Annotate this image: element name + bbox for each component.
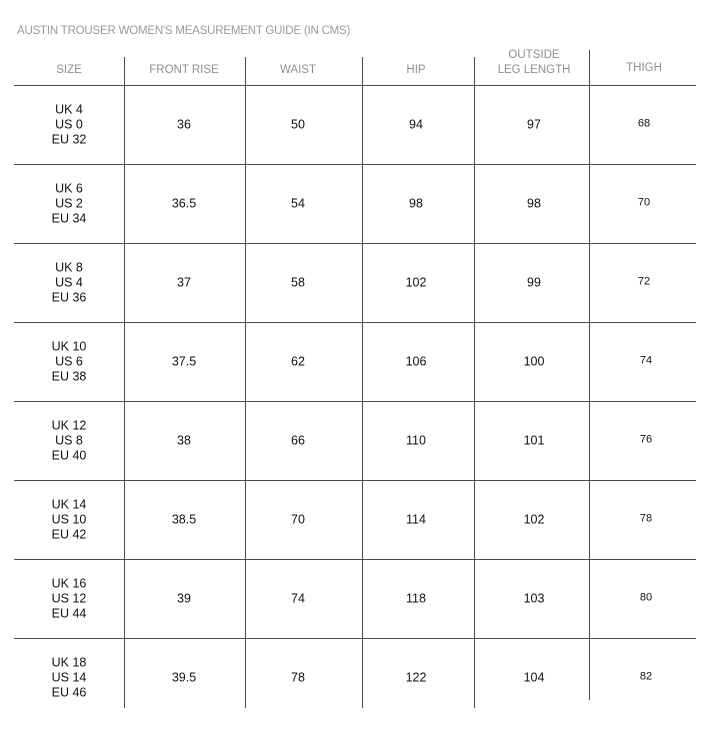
thigh-cell: 78 (639, 512, 653, 524)
front-rise-header: FRONT RISE (149, 64, 219, 76)
size-label: US 6 (55, 354, 83, 368)
outside-leg-length-cell: 97 (527, 117, 541, 131)
outside-leg-length-header (498, 48, 571, 78)
waist-cell: 70 (291, 512, 305, 526)
hip-cell: 122 (405, 670, 427, 684)
waist-cell: 58 (291, 275, 305, 289)
size-label: US 4 (55, 275, 83, 289)
front-rise-cell: 37.5 (171, 354, 197, 368)
size-cell (52, 260, 87, 305)
thigh-cell: 80 (639, 591, 653, 603)
outside-leg-length-cell: 104 (523, 670, 545, 684)
row-divider (14, 401, 696, 402)
size-label: US 2 (55, 196, 83, 210)
hip-cell: 94 (409, 117, 423, 131)
size-label: EU 38 (51, 369, 87, 383)
hip-cell: 106 (405, 354, 427, 368)
size-label: EU 36 (51, 290, 87, 304)
size-cell (52, 576, 87, 621)
outside-leg-length-cell: 100 (523, 354, 545, 368)
thigh-cell: 72 (637, 275, 651, 287)
waist-cell: 62 (291, 354, 305, 368)
hip-cell: 118 (406, 591, 426, 605)
header-line: OUTSIDE (508, 49, 560, 61)
waist-cell: 66 (291, 433, 305, 447)
size-cell (52, 418, 87, 463)
size-label: EU 44 (51, 606, 87, 620)
size-label: EU 32 (51, 132, 87, 146)
outside-leg-length-cell: 98 (527, 196, 541, 210)
row-divider (14, 480, 696, 481)
size-label: US 0 (55, 117, 83, 131)
size-label: UK 6 (55, 181, 83, 195)
row-divider (14, 243, 696, 244)
size-header: SIZE (56, 64, 82, 76)
thigh-cell: 68 (637, 117, 651, 129)
size-cell (52, 181, 87, 226)
waist-cell: 74 (291, 591, 305, 605)
page-title: AUSTIN TROUSER WOMEN'S MEASUREMENT GUIDE (IN CMS) (17, 25, 351, 37)
size-label: UK 12 (51, 418, 87, 432)
column-divider (245, 57, 246, 708)
row-divider (14, 559, 696, 560)
thigh-cell: 74 (639, 354, 653, 366)
size-label: US 8 (55, 433, 83, 447)
column-divider (124, 57, 125, 708)
row-divider (14, 638, 696, 639)
hip-cell: 102 (405, 275, 427, 289)
size-label: US 12 (51, 591, 87, 605)
front-rise-cell: 39 (177, 591, 191, 605)
size-cell (52, 497, 87, 542)
size-label: EU 42 (51, 527, 87, 541)
size-label: US 14 (51, 670, 87, 684)
size-label: EU 46 (51, 685, 87, 699)
waist-cell: 50 (291, 117, 305, 131)
size-label: UK 14 (51, 497, 87, 511)
size-label: UK 18 (51, 655, 87, 669)
size-label: US 10 (51, 512, 87, 526)
row-divider (14, 164, 696, 165)
hip-cell: 98 (409, 196, 423, 210)
row-divider (14, 85, 696, 86)
size-label: UK 8 (55, 260, 83, 274)
waist-cell: 54 (291, 196, 305, 210)
outside-leg-length-cell: 103 (523, 591, 545, 605)
front-rise-cell: 37 (177, 275, 191, 289)
size-label: EU 40 (51, 448, 87, 462)
outside-leg-length-cell: 102 (523, 512, 545, 526)
size-cell (52, 339, 87, 384)
outside-leg-length-cell: 99 (527, 275, 541, 289)
hip-cell: 110 (406, 433, 426, 447)
hip-header: HIP (406, 64, 426, 76)
column-divider (589, 50, 590, 700)
size-label: UK 16 (51, 576, 87, 590)
size-cell (52, 102, 87, 147)
front-rise-cell: 36.5 (171, 196, 197, 210)
thigh-cell: 82 (639, 670, 653, 682)
waist-cell: 78 (291, 670, 305, 684)
front-rise-cell: 39.5 (171, 670, 197, 684)
thigh-cell: 76 (639, 433, 653, 445)
size-label: EU 34 (51, 211, 87, 225)
waist-header: WAIST (280, 64, 316, 76)
outside-leg-length-cell: 101 (523, 433, 545, 447)
size-label: UK 10 (51, 339, 87, 353)
size-label: UK 4 (55, 102, 83, 116)
hip-cell: 114 (406, 512, 426, 526)
header-line: LEG LENGTH (497, 64, 571, 76)
column-divider (362, 57, 363, 708)
thigh-header: THIGH (626, 62, 662, 74)
front-rise-cell: 36 (177, 117, 191, 131)
thigh-cell: 70 (637, 196, 651, 208)
front-rise-cell: 38.5 (171, 512, 197, 526)
row-divider (14, 322, 696, 323)
front-rise-cell: 38 (177, 433, 191, 447)
size-cell (52, 655, 87, 700)
column-divider (474, 57, 475, 708)
